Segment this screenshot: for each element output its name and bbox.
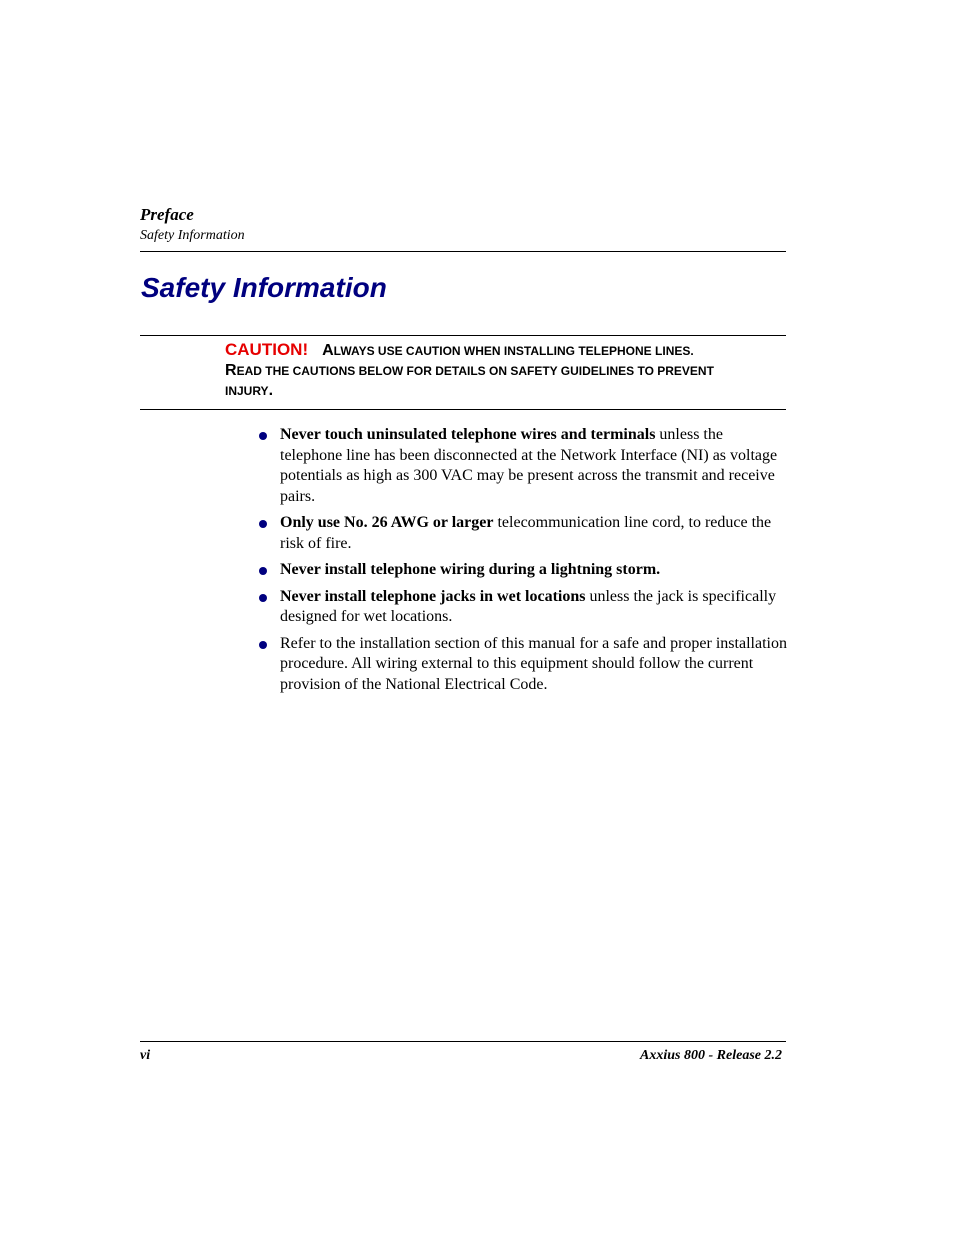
caution-line-2	[225, 361, 787, 381]
bullet-icon	[259, 641, 267, 649]
caution-label: CAUTION!	[225, 340, 309, 359]
bullet-bold-text: Never touch uninsulated telephone wires and terminals	[280, 426, 656, 443]
footer-page-number: vi	[140, 1048, 151, 1063]
caution-text: EAD THE CAUTIONS BELOW FOR DETAILS ON SAFETY GUIDELINES TO PREVENT	[236, 364, 714, 378]
running-header-chapter: Preface	[140, 205, 194, 224]
caution-text: R	[225, 362, 237, 379]
caution-line-1	[225, 340, 787, 361]
safety-bullet-list	[258, 425, 788, 701]
list-item	[258, 560, 788, 581]
bullet-bold-text: Only use No. 26 AWG or larger	[280, 514, 494, 531]
bullet-bold-text: Never install telephone wiring during a lightning storm.	[280, 561, 661, 578]
page-title: Safety Information	[141, 272, 387, 303]
bullet-bold-text: Never install telephone jacks in wet locations	[280, 587, 586, 605]
caution-text: A	[322, 342, 334, 359]
bullet-text: Refer to the installation section of this manual for a safe and proper installation procedure. All wiring external to this equipment should follow the current provision of the National Electrical Code.	[280, 634, 787, 693]
list-item	[258, 425, 788, 507]
bullet-icon	[259, 432, 267, 440]
footer-doc-title: Axxius 800 - Release 2.2	[640, 1048, 782, 1063]
caution-box	[225, 340, 787, 401]
bullet-icon	[259, 520, 267, 528]
list-item	[258, 513, 788, 554]
list-item	[258, 634, 788, 696]
caution-text: LWAYS USE CAUTION WHEN INSTALLING TELEPHONE LINES.	[333, 344, 694, 358]
bullet-icon	[259, 567, 267, 575]
header-rule	[140, 251, 786, 252]
running-header	[140, 204, 786, 245]
bullet-text: telecommunication line cord, to reduce the risk of fire.	[280, 514, 772, 552]
caution-bottom-rule	[140, 409, 786, 410]
bullet-text: unless the telephone line has been disconnected at the Network Interface (NI) as voltage potentials as high as 300 VAC may be present across the transmit and receive pairs.	[280, 426, 778, 505]
footer-rule	[140, 1041, 786, 1042]
caution-text: .	[268, 382, 274, 399]
caution-line-3	[225, 381, 787, 401]
bullet-text: unless the jack is specifically designed for wet locations.	[280, 587, 777, 625]
caution-text: INJURY	[225, 384, 269, 398]
list-item	[258, 587, 788, 628]
caution-top-rule	[140, 335, 786, 336]
running-header-section: Safety Information	[140, 228, 245, 243]
bullet-icon	[259, 594, 267, 602]
